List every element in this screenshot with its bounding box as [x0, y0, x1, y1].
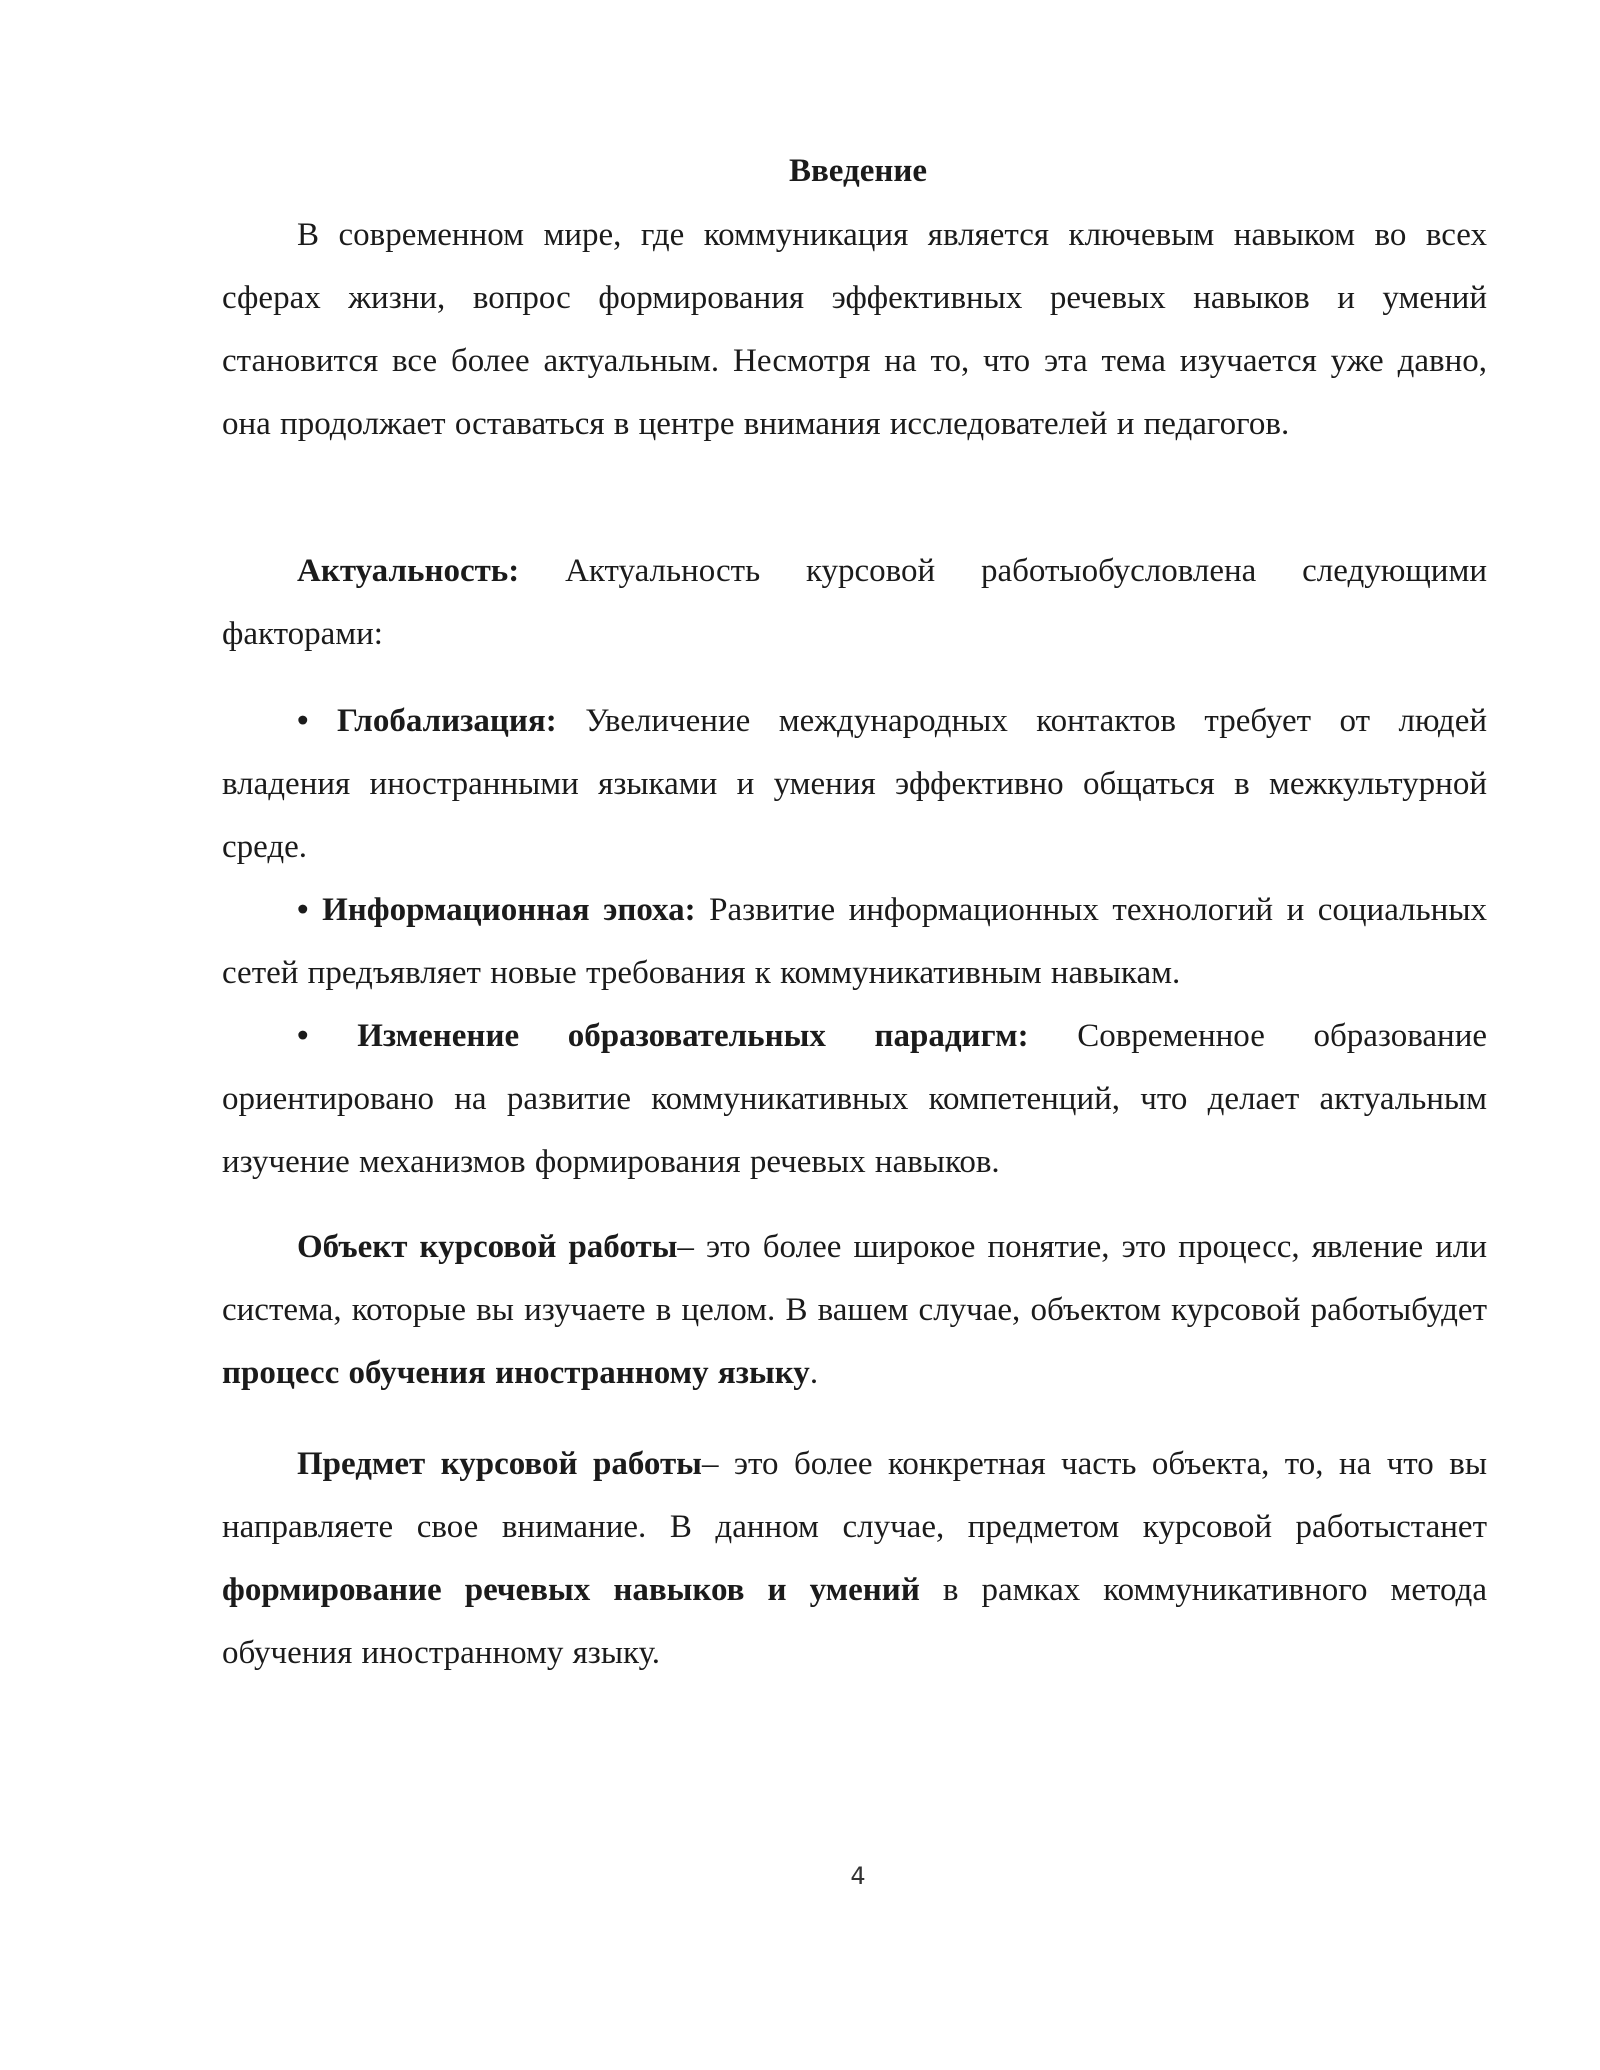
subject-text: – это более конкретная часть объекта, то, на что вы направляете свое внимание. В данном случае, предметом курсовой работыстанет — [222, 1446, 1487, 1545]
relevance-paragraph — [222, 540, 1487, 666]
bullet-text: Современное образование ориентировано на развитие коммуникативных компетенций, что делает актуальным изучение механизмов формирования речевых навыков. — [222, 1018, 1488, 1180]
object-paragraph — [222, 1216, 1487, 1405]
bullet-icon: • — [297, 1018, 309, 1054]
list-item — [222, 879, 1487, 1005]
bullet-text: Развитие информационных технологий и социальных сетей предъявляет новые требования к коммуникативным навыкам. — [222, 892, 1487, 991]
list-item — [222, 690, 1487, 879]
bullet-label: Информационная эпоха: — [322, 892, 696, 928]
bullet-label: Изменение образовательных парадигм: — [357, 1018, 1029, 1054]
subject-label: Предмет курсовой работы — [297, 1446, 702, 1482]
object-label: Объект курсовой работы — [297, 1229, 678, 1265]
relevance-text: Актуальность курсовой работыобусловлена следующими факторами: — [222, 553, 1488, 652]
bullet-icon: • — [297, 703, 309, 739]
bullet-label: Глобализация: — [337, 703, 557, 739]
intro-text: В современном мире, где коммуникация является ключевым навыком во всех сферах жизни, вопрос формирования эффективных речевых навыков и умений становится все более актуальным. Несмотря на то, что эта тема изучается уже давно, она продолжает оставаться в центре внимания исследователей и педагогов. — [222, 217, 1487, 442]
subject-paragraph — [222, 1433, 1487, 1685]
relevance-label: Актуальность: — [297, 553, 520, 589]
subject-emphasis: формирование речевых навыков и умений — [222, 1572, 920, 1608]
bullet-icon: • — [297, 892, 309, 928]
object-tail: . — [809, 1355, 819, 1391]
bullet-list — [222, 690, 1487, 1194]
subject-tail: в рамках коммуникативного метода обучения иностранному языку. — [222, 1572, 1487, 1671]
document-title: Введение — [788, 153, 928, 189]
list-item — [222, 1005, 1487, 1194]
intro-paragraph — [222, 204, 1487, 456]
object-text: – это более широкое понятие, это процесс, явление или система, которые вы изучаете в целом. В вашем случае, объектом курсовой работыбудет — [222, 1229, 1487, 1328]
page-number: 4 — [850, 1862, 866, 1890]
object-emphasis: процесс обучения иностранному языку — [222, 1355, 810, 1391]
bullet-text: Увеличение международных контактов требует от людей владения иностранными языками и умения эффективно общаться в межкультурной среде. — [222, 703, 1488, 865]
